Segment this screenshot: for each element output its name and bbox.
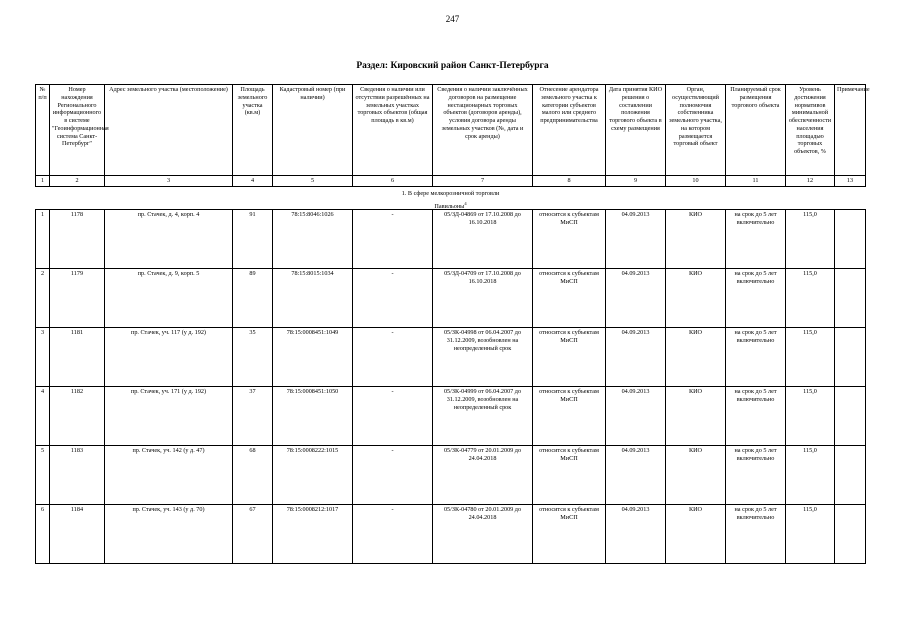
authority-cell: КИО — [666, 446, 726, 505]
term-cell: на срок до 5 лет включительно — [726, 505, 786, 564]
contract-cell: 05/ЗК-04780 от 20.01.2009 до 24.04.2018 — [433, 505, 533, 564]
page-number: 247 — [445, 14, 460, 24]
note-cell — [835, 446, 866, 505]
column-number: 6 — [353, 176, 433, 187]
authority-cell: КИО — [666, 269, 726, 328]
column-number: 11 — [726, 176, 786, 187]
row-number: 3 — [36, 328, 50, 387]
col-header-sme: Отнесение арендатора земельного участка к категории субъектов малого или среднего предпринимательства — [533, 85, 606, 176]
term-cell: на срок до 5 лет включительно — [726, 328, 786, 387]
contract-cell: 05/ЗД-04869 от 17.10.2008 до 16.10.2018 — [433, 210, 533, 269]
address-cell: пр. Стачек, уч. 117 (у д. 192) — [105, 328, 233, 387]
sme-status-cell: относится к субъектам МиСП — [533, 269, 606, 328]
row-number: 4 — [36, 387, 50, 446]
level-cell: 115,0 — [786, 328, 835, 387]
term-cell: на срок до 5 лет включительно — [726, 269, 786, 328]
authority-cell: КИО — [666, 328, 726, 387]
level-cell: 115,0 — [786, 269, 835, 328]
cadastral-number: 78:15:8015:1034 — [273, 269, 353, 328]
column-number: 12 — [786, 176, 835, 187]
decision-date: 04.09.2013 — [606, 446, 666, 505]
group-heading: 1. В сфере мелкорозничной торговли — [401, 190, 500, 197]
group-heading-row — [36, 187, 866, 210]
area-cell: 35 — [233, 328, 273, 387]
row-number: 2 — [36, 269, 50, 328]
cadastral-number: 78:15:0008451:1049 — [273, 328, 353, 387]
col-header-level: Уровень достижения нормативов минимальной обеспеченности населения площадью торговых объектов, % — [786, 85, 835, 176]
level-cell: 115,0 — [786, 387, 835, 446]
note-cell — [835, 210, 866, 269]
level-cell: 115,0 — [786, 505, 835, 564]
col-header-authority: Орган, осуществляющий полномочия собственника земельного участка, на котором размещается торговый объект — [666, 85, 726, 176]
contract-cell: 05/ЗК-04999 от 06.04.2007 до 31.12.2009, возобновлен на неопределенный срок — [433, 387, 533, 446]
sme-status-cell: относится к субъектам МиСП — [533, 210, 606, 269]
registry-number: 1182 — [50, 387, 105, 446]
table-row — [36, 505, 866, 564]
row-number: 1 — [36, 210, 50, 269]
table-row — [36, 269, 866, 328]
col-header-number: № п/п — [36, 85, 50, 176]
authority-cell: КИО — [666, 505, 726, 564]
col-header-note: Примечание — [835, 85, 866, 176]
term-cell: на срок до 5 лет включительно — [726, 210, 786, 269]
col-header-reg-number: Номер нахождения Регионального информационного в системе "Геоинформационная система Санкт-Петербург" — [50, 85, 105, 176]
table-row — [36, 387, 866, 446]
area-cell: 68 — [233, 446, 273, 505]
area-cell: 67 — [233, 505, 273, 564]
note-cell — [835, 505, 866, 564]
existing-objects-cell: - — [353, 269, 433, 328]
column-number: 2 — [50, 176, 105, 187]
term-cell: на срок до 5 лет включительно — [726, 387, 786, 446]
registry-number: 1179 — [50, 269, 105, 328]
subgroup-label: Павильоны — [434, 203, 465, 211]
address-cell: пр. Стачек, д. 9, корп. 5 — [105, 269, 233, 328]
existing-objects-cell: - — [353, 387, 433, 446]
col-header-term: Планируемый срок размещения торгового объекта — [726, 85, 786, 176]
sme-status-cell: относится к субъектам МиСП — [533, 446, 606, 505]
column-number: 7 — [433, 176, 533, 187]
registry-number: 1183 — [50, 446, 105, 505]
col-header-decision-date: Дата принятия КИО решения о составлении положения торгового объекта в схему размещения — [606, 85, 666, 176]
decision-date: 04.09.2013 — [606, 210, 666, 269]
address-cell: пр. Стачек, уч. 142 (у д. 47) — [105, 446, 233, 505]
column-number: 8 — [533, 176, 606, 187]
decision-date: 04.09.2013 — [606, 269, 666, 328]
registry-number: 1178 — [50, 210, 105, 269]
column-number: 4 — [233, 176, 273, 187]
subgroup-footnote-mark: 4 — [464, 201, 467, 206]
sme-status-cell: относится к субъектам МиСП — [533, 387, 606, 446]
note-cell — [835, 328, 866, 387]
level-cell: 115,0 — [786, 210, 835, 269]
existing-objects-cell: - — [353, 328, 433, 387]
section-title: Раздел: Кировский район Санкт-Петербурга — [356, 61, 549, 71]
contract-cell: 05/ЗК-04779 от 20.01.2009 до 24.04.2018 — [433, 446, 533, 505]
area-cell: 89 — [233, 269, 273, 328]
cadastral-number: 78:15:0008212:1017 — [273, 505, 353, 564]
column-number: 3 — [105, 176, 233, 187]
col-header-cadastral: Кадастровый номер (при наличии) — [273, 85, 353, 176]
row-number: 5 — [36, 446, 50, 505]
column-number-row — [36, 176, 866, 187]
contract-cell: 05/ЗД-04709 от 17.10.2008 до 16.10.2018 — [433, 269, 533, 328]
existing-objects-cell: - — [353, 210, 433, 269]
column-number: 13 — [835, 176, 866, 187]
level-cell: 115,0 — [786, 446, 835, 505]
address-cell: пр. Стачек, уч. 143 (у д. 70) — [105, 505, 233, 564]
table-row — [36, 328, 866, 387]
col-header-area: Площадь земельного участка (кв.м) — [233, 85, 273, 176]
header-row — [36, 85, 866, 176]
authority-cell: КИО — [666, 210, 726, 269]
registry-number: 1181 — [50, 328, 105, 387]
cadastral-number: 78:15:0008451:1050 — [273, 387, 353, 446]
decision-date: 04.09.2013 — [606, 387, 666, 446]
sme-status-cell: относится к субъектам МиСП — [533, 505, 606, 564]
registry-number: 1184 — [50, 505, 105, 564]
column-number: 10 — [666, 176, 726, 187]
col-header-address: Адрес земельного участка (местоположение) — [105, 85, 233, 176]
term-cell: на срок до 5 лет включительно — [726, 446, 786, 505]
address-cell: пр. Стачек, д. 4, корп. 4 — [105, 210, 233, 269]
sme-status-cell: относится к субъектам МиСП — [533, 328, 606, 387]
table-row — [36, 210, 866, 269]
cadastral-number: 78:15:8046:1026 — [273, 210, 353, 269]
column-number: 9 — [606, 176, 666, 187]
contract-cell: 05/ЗК-04998 от 06.04.2007 до 31.12.2009, возобновлен на неопределенный срок — [433, 328, 533, 387]
address-cell: пр. Стачек, уч. 171 (у д. 192) — [105, 387, 233, 446]
col-header-existing-objects: Сведения о наличии или отсутствии разрешённых на земельных участках торговых объектов (общая площадь в кв.м) — [353, 85, 433, 176]
existing-objects-cell: - — [353, 446, 433, 505]
col-header-contracts: Сведения о наличии заключённых договоров на размещение нестационарных торговых объектов (договоров аренды), условия договора аренды земельных участков (№, дата и срок аренды) — [433, 85, 533, 176]
area-cell: 91 — [233, 210, 273, 269]
subgroup-heading — [36, 201, 866, 211]
existing-objects-cell: - — [353, 505, 433, 564]
table-row — [36, 446, 866, 505]
column-number: 5 — [273, 176, 353, 187]
decision-date: 04.09.2013 — [606, 505, 666, 564]
note-cell — [835, 387, 866, 446]
decision-date: 04.09.2013 — [606, 328, 666, 387]
authority-cell: КИО — [666, 387, 726, 446]
column-number: 1 — [36, 176, 50, 187]
cadastral-number: 78:15:0008222:1015 — [273, 446, 353, 505]
register-table — [35, 84, 870, 564]
row-number: 6 — [36, 505, 50, 564]
area-cell: 37 — [233, 387, 273, 446]
note-cell — [835, 269, 866, 328]
